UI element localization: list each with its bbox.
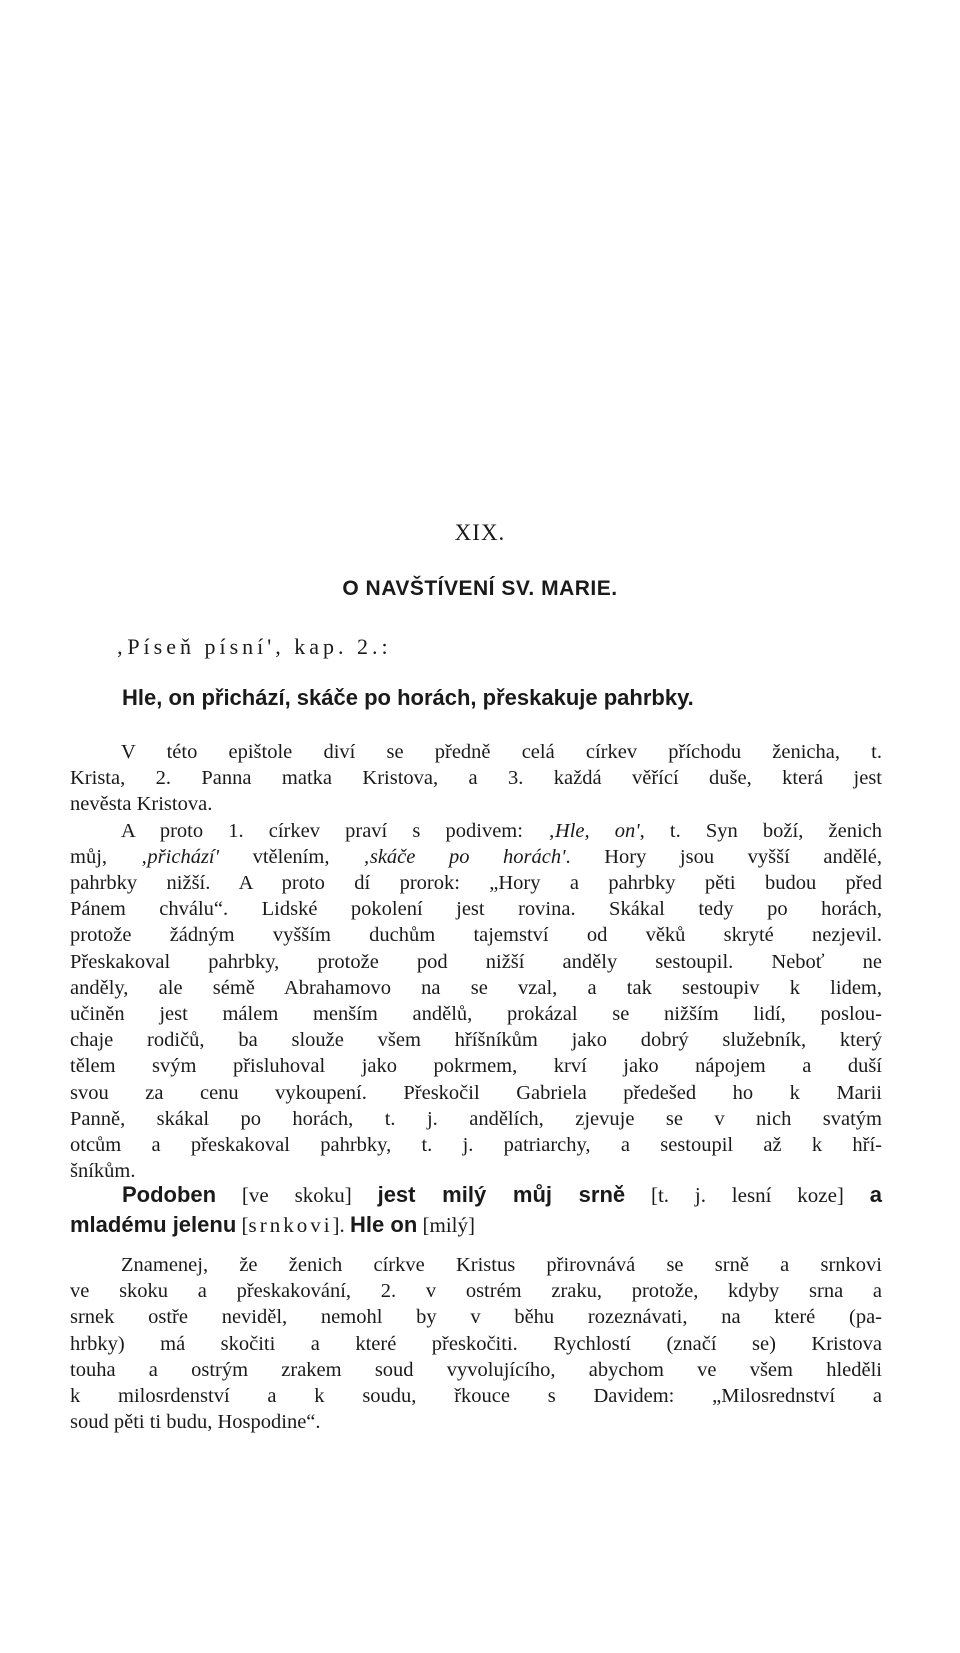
text-line: svou za cenu vykoupení. Přeskočil Gabriela předešed ho k Marii xyxy=(70,1081,882,1104)
verse-heading-2 xyxy=(122,1180,882,1210)
text-line: šníkům. xyxy=(70,1160,136,1183)
text-line: Přeskakoval pahrbky, protože pod nižší anděly sestoupil. Neboť ne xyxy=(70,950,882,973)
text-line xyxy=(70,1210,882,1240)
verse-bold: a xyxy=(869,1182,882,1207)
verse-spaced-word: srnkovi xyxy=(248,1213,333,1237)
text-line xyxy=(122,1180,882,1210)
text-run: . Hory jsou vyšší andělé, xyxy=(565,845,882,868)
text-line: otcům a přeskakoval pahrbky, t. j. patriarchy, a sestoupil až k hří- xyxy=(70,1134,882,1157)
chapter-title: O NAVŠTÍVENÍ SV. MARIE. xyxy=(342,577,618,600)
text-line: srnek ostře neviděl, nemohl by v běhu rozeznávati, na které (pa- xyxy=(70,1306,882,1329)
italic-quote: ‚Hle, on' xyxy=(548,819,640,842)
text-line: chaje rodičů, ba slouže všem hříšníkům jako dobrý služebník, který xyxy=(70,1029,882,1052)
chapter-number: XIX. xyxy=(454,520,506,545)
text-line: soud pěti ti budu, Hospodine“. xyxy=(70,1411,321,1434)
text-run: vtělením, xyxy=(219,845,364,868)
text-run: můj, xyxy=(70,845,141,868)
text-line: pahrbky nižší. A proto dí prorok: „Hory a pahrbky pěti budou před xyxy=(70,872,882,895)
verse-heading: Hle, on přichází, skáče po horách, přeskakuje pahrbky. xyxy=(122,685,694,710)
text-line: ve skoku a přeskakování, 2. v ostrém zraku, protože, kdyby srna a xyxy=(70,1280,882,1303)
verse-bold: mladému jelenu xyxy=(70,1212,237,1237)
paragraph-3 xyxy=(70,1252,882,1435)
italic-quote: ‚přichází' xyxy=(140,845,220,868)
text-line: tělem svým přisluhoval jako pokrmem, krví jako nápojem a duší xyxy=(70,1055,882,1078)
verse-bracket: [t. j. lesní koze] xyxy=(625,1183,870,1207)
italic-quote: ‚skáče po horách' xyxy=(363,845,566,868)
text-line: Panně, skákal po horách, t. j. andělích, zjevuje se v nich svatým xyxy=(70,1107,882,1130)
text-line: anděly, ale sémě Abrahamovo na se vzal, a tak sestoupiv k lidem, xyxy=(70,976,882,999)
paragraph-1 xyxy=(70,739,882,1184)
text-line: touha a ostrým zrakem soud vyvolujícího, abychom ve všem hleděli xyxy=(70,1358,882,1381)
text-line: učiněn jest málem menším andělů, prokázal se nižším lidí, poslou- xyxy=(70,1003,882,1026)
verse-bold: Podoben xyxy=(122,1182,217,1207)
text-run: , t. Syn boží, ženich xyxy=(639,819,882,842)
text-line: Znamenej, že ženich církve Kristus přirovnává se srně a srnkovi xyxy=(121,1254,882,1276)
text-line: hrbky) má skočiti a které přeskočiti. Rychlostí (značí se) Kristova xyxy=(70,1332,882,1355)
text-run: A proto 1. církev praví s podivem: xyxy=(121,819,549,842)
source-reference: ‚Píseň písní', kap. 2.: xyxy=(116,634,392,659)
verse-bold: Hle on xyxy=(350,1212,418,1237)
text-line: nevěsta Kristova. xyxy=(70,793,213,816)
text-line xyxy=(70,818,882,844)
verse-bracket: ]. xyxy=(332,1213,351,1237)
verse-bracket: [ve skoku] xyxy=(216,1183,378,1207)
verse-bold: jest milý můj srně xyxy=(377,1182,626,1207)
text-line: protože žádným vyšším duchům tajemství od věků skryté nezjevil. xyxy=(70,924,882,947)
text-line: k milosrdenství a k soudu, řkouce s Davidem: „Milosrednství a xyxy=(70,1385,882,1408)
verse-bracket: [milý] xyxy=(417,1213,476,1237)
text-line: V této epištole diví se předně celá církev příchodu ženicha, t. xyxy=(121,741,882,763)
verse-bracket: [ xyxy=(236,1213,249,1237)
verse-heading-2-cont xyxy=(70,1210,882,1240)
text-line xyxy=(70,844,882,870)
text-line: Krista, 2. Panna matka Kristova, a 3. každá věřící duše, která jest xyxy=(70,767,882,790)
text-line: Pánem chválu“. Lidské pokolení jest rovina. Skákal tedy po horách, xyxy=(70,898,882,921)
